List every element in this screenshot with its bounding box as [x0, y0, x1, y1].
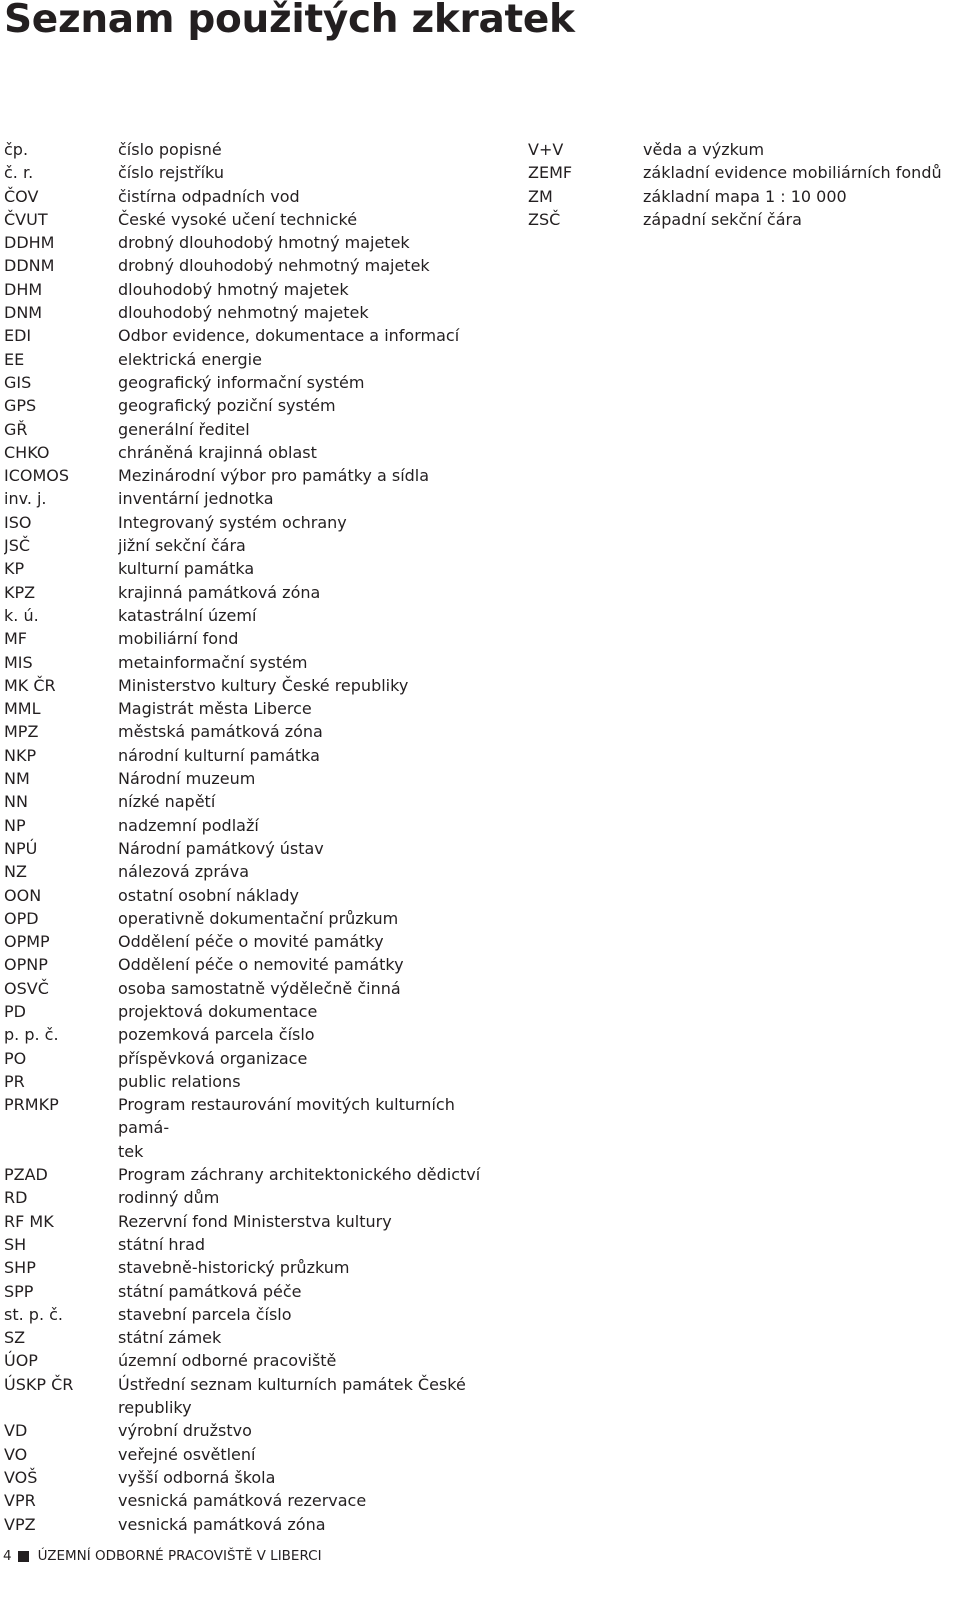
abbreviation-entry [4, 627, 514, 650]
abbreviation-term: SH [4, 1234, 27, 1254]
square-bullet-icon [18, 1551, 29, 1562]
abbreviation-definition: dlouhodobý hmotný majetek [118, 279, 349, 299]
abbreviation-entry [4, 790, 514, 813]
abbreviation-entry [4, 581, 514, 604]
page-title: Seznam použitých zkratek [4, 0, 575, 42]
abbreviation-definition: vesnická památková rezervace [118, 1491, 367, 1511]
abbreviation-term: ZEMF [528, 163, 573, 183]
page-number: 4 [3, 1548, 12, 1564]
abbreviation-term: VPZ [4, 1514, 36, 1534]
abbreviation-definition: public relations [118, 1071, 241, 1091]
abbreviation-definition: generální ředitel [118, 419, 250, 439]
abbreviation-term: ČVUT [4, 209, 48, 229]
abbreviation-entry [4, 977, 514, 1000]
abbreviation-entry [4, 674, 514, 697]
running-title: ÚZEMNÍ ODBORNÉ PRACOVIŠTĚ V LIBERCI [37, 1548, 322, 1564]
abbreviation-entry [4, 1419, 514, 1442]
abbreviation-entry [4, 930, 514, 953]
abbreviation-entry [4, 208, 514, 231]
abbreviation-definition: Oddělení péče o movité památky [118, 932, 384, 952]
abbreviation-entry [4, 837, 514, 860]
abbreviation-entry [4, 1349, 514, 1372]
abbreviation-definition: národní kulturní památka [118, 745, 320, 765]
abbreviation-term: RD [4, 1188, 28, 1208]
abbreviation-entry [4, 1023, 514, 1046]
abbreviation-entry [4, 185, 514, 208]
abbreviation-definition: Program záchrany architektonického dědictví [118, 1165, 481, 1185]
page-footer [3, 1548, 322, 1564]
abbreviation-term: NN [4, 792, 28, 812]
abbreviation-definition: inventární jednotka [118, 489, 274, 509]
abbreviation-definition: základní evidence mobiliárních fondů [643, 163, 942, 183]
abbreviation-definition: věda a výzkum [643, 140, 765, 159]
abbreviation-definition: osoba samostatně výdělečně činná [118, 978, 401, 998]
abbreviation-term: ÚSKP ČR [4, 1374, 74, 1394]
abbreviation-entry [4, 254, 514, 277]
abbreviation-term: V+V [528, 140, 564, 159]
abbreviation-definition: pozemková parcela číslo [118, 1025, 315, 1045]
abbreviation-term: p. p. č. [4, 1025, 59, 1045]
abbreviation-definition: geografický informační systém [118, 372, 365, 392]
abbreviation-definition: drobný dlouhodobý hmotný majetek [118, 233, 410, 253]
abbreviation-term: ČOV [4, 186, 39, 206]
abbreviation-definition: Integrovaný systém ochrany [118, 512, 347, 532]
abbreviation-term: GIS [4, 372, 32, 392]
abbreviation-entry [4, 1093, 514, 1163]
abbreviation-definition: stavebně-historický průzkum [118, 1258, 350, 1278]
abbreviation-term: KP [4, 559, 25, 579]
abbreviation-term: ZSČ [528, 209, 561, 229]
abbreviation-term: EE [4, 349, 25, 369]
abbreviation-entry [4, 1070, 514, 1093]
abbreviation-definition: chráněná krajinná oblast [118, 442, 317, 462]
abbreviation-term: CHKO [4, 442, 50, 462]
abbreviation-term: MF [4, 629, 28, 649]
abbreviation-entry [4, 1303, 514, 1326]
abbreviation-entry [528, 138, 956, 161]
abbreviation-term: NPÚ [4, 838, 38, 858]
abbreviation-entry [4, 1513, 514, 1536]
abbreviation-term: RF MK [4, 1211, 54, 1231]
abbreviation-definition: jižní sekční čára [118, 536, 246, 556]
abbreviation-term: VPR [4, 1491, 36, 1511]
abbreviation-definition: Program restaurování movitých kulturních pamá- tek [118, 1095, 455, 1161]
abbreviation-term: GPS [4, 396, 37, 416]
abbreviation-entry [4, 1489, 514, 1512]
abbreviation-entry [528, 185, 956, 208]
abbreviation-definition: čistírna odpadních vod [118, 186, 300, 206]
abbreviation-entry [4, 511, 514, 534]
abbreviation-entry [4, 907, 514, 930]
abbreviation-definition: dlouhodobý nehmotný majetek [118, 303, 369, 323]
abbreviation-entry [4, 767, 514, 790]
abbreviation-entry [4, 487, 514, 510]
abbreviation-definition: veřejné osvětlení [118, 1444, 256, 1464]
abbreviation-term: OON [4, 885, 42, 905]
abbreviation-definition: Ministerstvo kultury České republiky [118, 675, 409, 695]
abbreviation-term: NP [4, 815, 26, 835]
abbreviation-entry [4, 348, 514, 371]
abbreviation-term: SZ [4, 1328, 26, 1348]
abbreviation-term: NKP [4, 745, 37, 765]
abbreviation-term: č. r. [4, 163, 34, 183]
abbreviation-entry [4, 1466, 514, 1489]
abbreviation-term: OSVČ [4, 978, 49, 998]
abbreviation-entry [4, 720, 514, 743]
abbreviation-term: NZ [4, 862, 27, 882]
abbreviation-definition: číslo rejstříku [118, 163, 224, 183]
abbreviation-definition: Ústřední seznam kulturních památek České republiky [118, 1374, 466, 1418]
abbreviation-entry [4, 1443, 514, 1466]
abbreviation-definition: státní hrad [118, 1234, 206, 1254]
abbreviation-term: MIS [4, 652, 33, 672]
abbreviation-term: PR [4, 1071, 25, 1091]
abbreviation-term: čp. [4, 140, 29, 159]
abbreviation-term: MK ČR [4, 675, 56, 695]
abbreviation-definition: nízké napětí [118, 792, 216, 812]
abbreviation-definition: katastrální území [118, 605, 257, 625]
abbreviation-definition: státní památková péče [118, 1281, 302, 1301]
abbreviation-term: DDHM [4, 233, 55, 253]
abbreviation-term: ÚOP [4, 1351, 38, 1371]
abbreviation-definition: elektrická energie [118, 349, 262, 369]
abbreviation-entry [4, 1373, 514, 1420]
abbreviation-definition: výrobní družstvo [118, 1421, 252, 1441]
abbreviation-term: PD [4, 1001, 26, 1021]
abbreviation-term: ISO [4, 512, 32, 532]
abbreviation-entry [4, 161, 514, 184]
abbreviation-entry [4, 418, 514, 441]
abbreviation-term: DDNM [4, 256, 55, 276]
abbreviation-definition: kulturní památka [118, 559, 255, 579]
abbreviation-entry [4, 1163, 514, 1186]
abbreviation-term: NM [4, 769, 30, 789]
abbreviation-term: PRMKP [4, 1095, 59, 1115]
abbreviation-entry [4, 371, 514, 394]
abbreviation-definition: příspěvková organizace [118, 1048, 308, 1068]
abbreviation-term: SPP [4, 1281, 34, 1301]
abbreviation-entry [4, 1326, 514, 1349]
abbreviation-definition: nálezová zpráva [118, 862, 249, 882]
abbreviation-term: VO [4, 1444, 28, 1464]
abbreviation-list-right [528, 138, 956, 231]
abbreviation-definition: městská památková zóna [118, 722, 323, 742]
abbreviation-entry [4, 860, 514, 883]
abbreviation-entry [4, 464, 514, 487]
abbreviation-entry [4, 604, 514, 627]
abbreviation-term: DNM [4, 303, 43, 323]
abbreviation-entry [4, 138, 514, 161]
abbreviation-definition: projektová dokumentace [118, 1001, 318, 1021]
abbreviation-term: DHM [4, 279, 43, 299]
abbreviation-entry [4, 324, 514, 347]
abbreviation-definition: Odbor evidence, dokumentace a informací [118, 326, 460, 346]
abbreviation-entry [528, 208, 956, 231]
abbreviation-entry [4, 557, 514, 580]
abbreviation-term: VD [4, 1421, 28, 1441]
abbreviation-definition: západní sekční čára [643, 209, 802, 229]
abbreviation-definition: číslo popisné [118, 140, 222, 159]
abbreviation-term: k. ú. [4, 605, 39, 625]
abbreviation-entry [4, 1047, 514, 1070]
abbreviation-entry [4, 651, 514, 674]
abbreviation-entry [4, 1186, 514, 1209]
abbreviation-entry [4, 814, 514, 837]
abbreviation-entry [4, 534, 514, 557]
abbreviation-term: SHP [4, 1258, 36, 1278]
abbreviation-entry [4, 953, 514, 976]
abbreviation-entry [4, 441, 514, 464]
abbreviation-term: MML [4, 699, 41, 719]
abbreviation-term: GŘ [4, 419, 28, 439]
abbreviation-definition: krajinná památková zóna [118, 582, 321, 602]
abbreviation-term: MPZ [4, 722, 39, 742]
abbreviation-definition: mobiliární fond [118, 629, 239, 649]
abbreviation-list-left [4, 138, 514, 1536]
abbreviation-term: EDI [4, 326, 32, 346]
abbreviation-entry [4, 697, 514, 720]
abbreviation-definition: Národní památkový ústav [118, 838, 324, 858]
abbreviation-entry [4, 394, 514, 417]
abbreviation-entry [4, 1000, 514, 1023]
abbreviation-definition: Rezervní fond Ministerstva kultury [118, 1211, 392, 1231]
abbreviation-term: OPD [4, 908, 39, 928]
abbreviation-entry [4, 1233, 514, 1256]
abbreviation-definition: geografický poziční systém [118, 396, 336, 416]
abbreviation-definition: územní odborné pracoviště [118, 1351, 337, 1371]
abbreviation-term: VOŠ [4, 1467, 38, 1487]
abbreviation-entry [4, 1210, 514, 1233]
abbreviation-term: KPZ [4, 582, 36, 602]
abbreviation-definition: vyšší odborná škola [118, 1467, 276, 1487]
abbreviation-definition: České vysoké učení technické [118, 209, 358, 229]
abbreviation-term: PO [4, 1048, 27, 1068]
abbreviation-definition: nadzemní podlaží [118, 815, 259, 835]
abbreviation-entry [4, 231, 514, 254]
abbreviation-definition: drobný dlouhodobý nehmotný majetek [118, 256, 430, 276]
abbreviation-definition: státní zámek [118, 1328, 222, 1348]
abbreviation-entry [528, 161, 956, 184]
abbreviation-definition: Mezinárodní výbor pro památky a sídla [118, 466, 430, 486]
abbreviation-term: OPNP [4, 955, 48, 975]
abbreviation-definition: metainformační systém [118, 652, 308, 672]
abbreviation-term: PZAD [4, 1165, 48, 1185]
abbreviation-term: inv. j. [4, 489, 47, 509]
abbreviation-term: JSČ [4, 536, 31, 556]
abbreviation-definition: stavební parcela číslo [118, 1304, 292, 1324]
abbreviation-term: st. p. č. [4, 1304, 63, 1324]
abbreviation-entry [4, 278, 514, 301]
abbreviation-definition: Národní muzeum [118, 769, 256, 789]
abbreviation-term: OPMP [4, 932, 50, 952]
abbreviation-entry [4, 301, 514, 324]
abbreviation-entry [4, 884, 514, 907]
abbreviation-term: ZM [528, 186, 553, 206]
abbreviation-entry [4, 1256, 514, 1279]
abbreviation-term: ICOMOS [4, 466, 70, 486]
abbreviation-definition: základní mapa 1 : 10 000 [643, 186, 847, 206]
abbreviation-entry [4, 1280, 514, 1303]
abbreviation-entry [4, 744, 514, 767]
abbreviation-definition: rodinný dům [118, 1188, 220, 1208]
abbreviation-definition: vesnická památková zóna [118, 1514, 326, 1534]
abbreviation-definition: Magistrát města Liberce [118, 699, 312, 719]
abbreviation-definition: operativně dokumentační průzkum [118, 908, 399, 928]
abbreviation-definition: Oddělení péče o nemovité památky [118, 955, 404, 975]
abbreviation-definition: ostatní osobní náklady [118, 885, 299, 905]
